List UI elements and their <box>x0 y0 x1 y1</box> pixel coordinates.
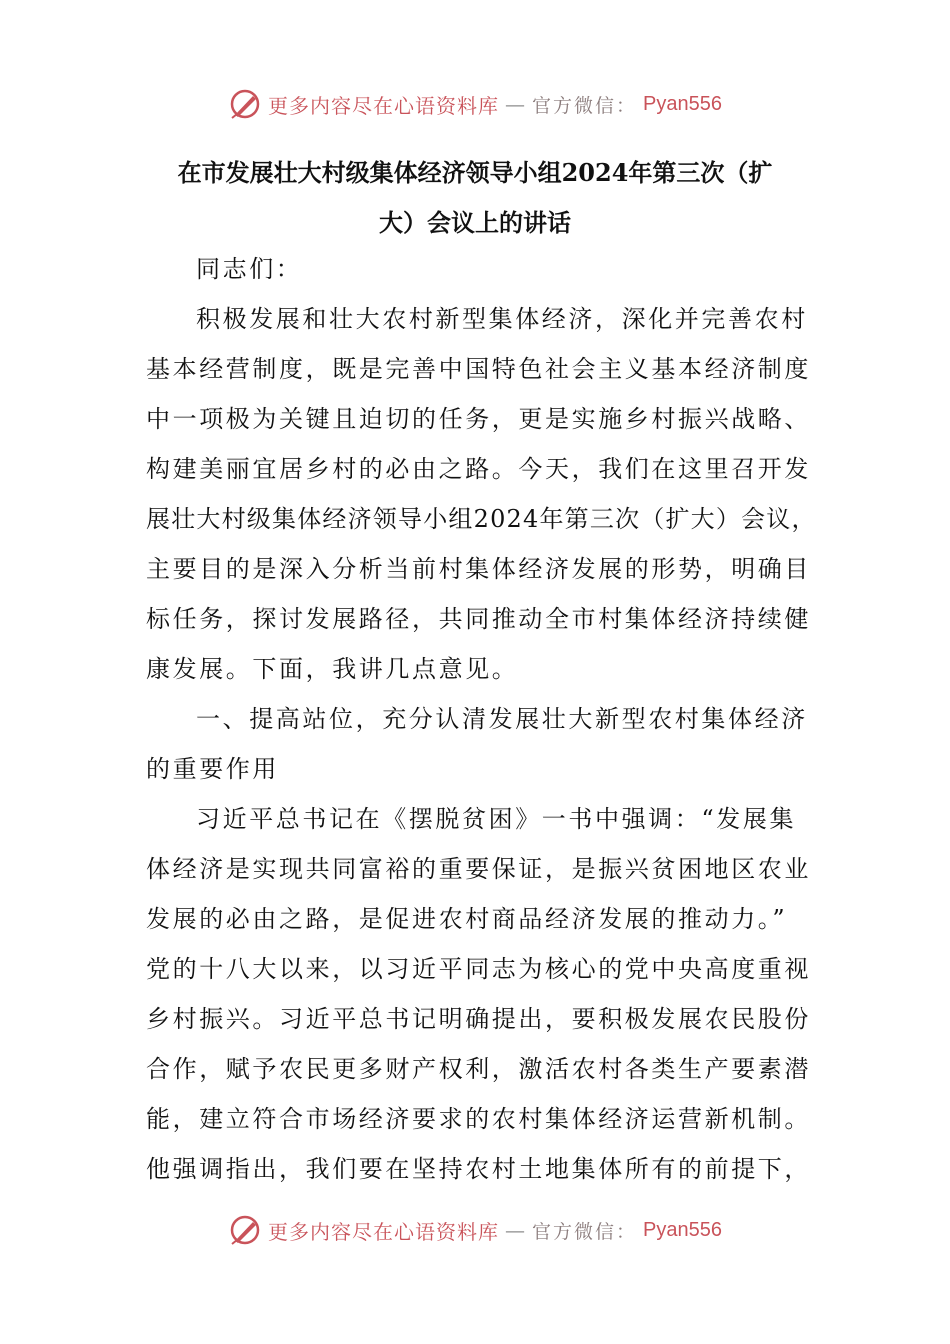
body-line: 体经济是实现共同富裕的重要保证，是振兴贫困地区农业 <box>146 855 811 883</box>
body-line: 合作，赋予农民更多财产权利，激活农村各类生产要素潜 <box>146 1055 811 1083</box>
salutation: 同志们： <box>196 255 303 283</box>
watermark-dash: — <box>505 92 526 116</box>
watermark-wechat-label: 官方微信： <box>532 94 638 117</box>
watermark-banner-bottom <box>0 1210 950 1250</box>
watermark-wechat-id: Pyan556 <box>643 1218 722 1241</box>
body-line: 康发展。下面，我讲几点意见。 <box>146 655 519 683</box>
pen-logo-icon <box>228 1213 262 1247</box>
body-line: 构建美丽宜居乡村的必由之路。今天，我们在这里召开发 <box>146 455 811 483</box>
body-line: 展壮大村级集体经济领导小组2024年第三次（扩大）会议， <box>146 505 817 533</box>
watermark-wechat-id: Pyan556 <box>643 92 722 115</box>
body-line: 乡村振兴。习近平总书记明确提出，要积极发展农民股份 <box>146 1005 811 1033</box>
body-line: 他强调指出，我们要在坚持农村土地集体所有的前提下， <box>146 1155 811 1183</box>
document-title-line-1: 在市发展壮大村级集体经济领导小组2024年第三次（扩 <box>177 158 773 187</box>
body-line: 积极发展和壮大农村新型集体经济，深化并完善农村 <box>196 305 808 333</box>
watermark-site-text: 更多内容尽在心语资料库 <box>268 1219 499 1244</box>
watermark-dash: — <box>505 1218 526 1242</box>
pen-logo-icon <box>228 87 262 121</box>
watermark-site-text: 更多内容尽在心语资料库 <box>268 93 499 118</box>
watermark-wechat-label: 官方微信： <box>532 1220 638 1243</box>
body-line: 中一项极为关键且迫切的任务，更是实施乡村振兴战略、 <box>146 405 811 433</box>
body-line: 基本经营制度，既是完善中国特色社会主义基本经济制度 <box>146 355 811 383</box>
body-line: 能，建立符合市场经济要求的农村集体经济运营新机制。 <box>146 1105 811 1133</box>
body-line: 标任务，探讨发展路径，共同推动全市村集体经济持续健 <box>146 605 811 633</box>
section-heading-1: 一、提高站位，充分认清发展壮大新型农村集体经济 <box>196 705 808 733</box>
document-title-line-2: 大）会议上的讲话 <box>379 208 571 237</box>
body-line: 主要目的是深入分析当前村集体经济发展的形势，明确目 <box>146 555 811 583</box>
body-line: 发展的必由之路，是促进农村商品经济发展的推动力。” <box>146 905 788 933</box>
body-line: 习近平总书记在《摆脱贫困》一书中强调：“发展集 <box>196 805 797 833</box>
section-heading-1-cont: 的重要作用 <box>146 755 279 783</box>
watermark-banner-top <box>0 84 950 124</box>
body-line: 党的十八大以来，以习近平同志为核心的党中央高度重视 <box>146 955 811 983</box>
